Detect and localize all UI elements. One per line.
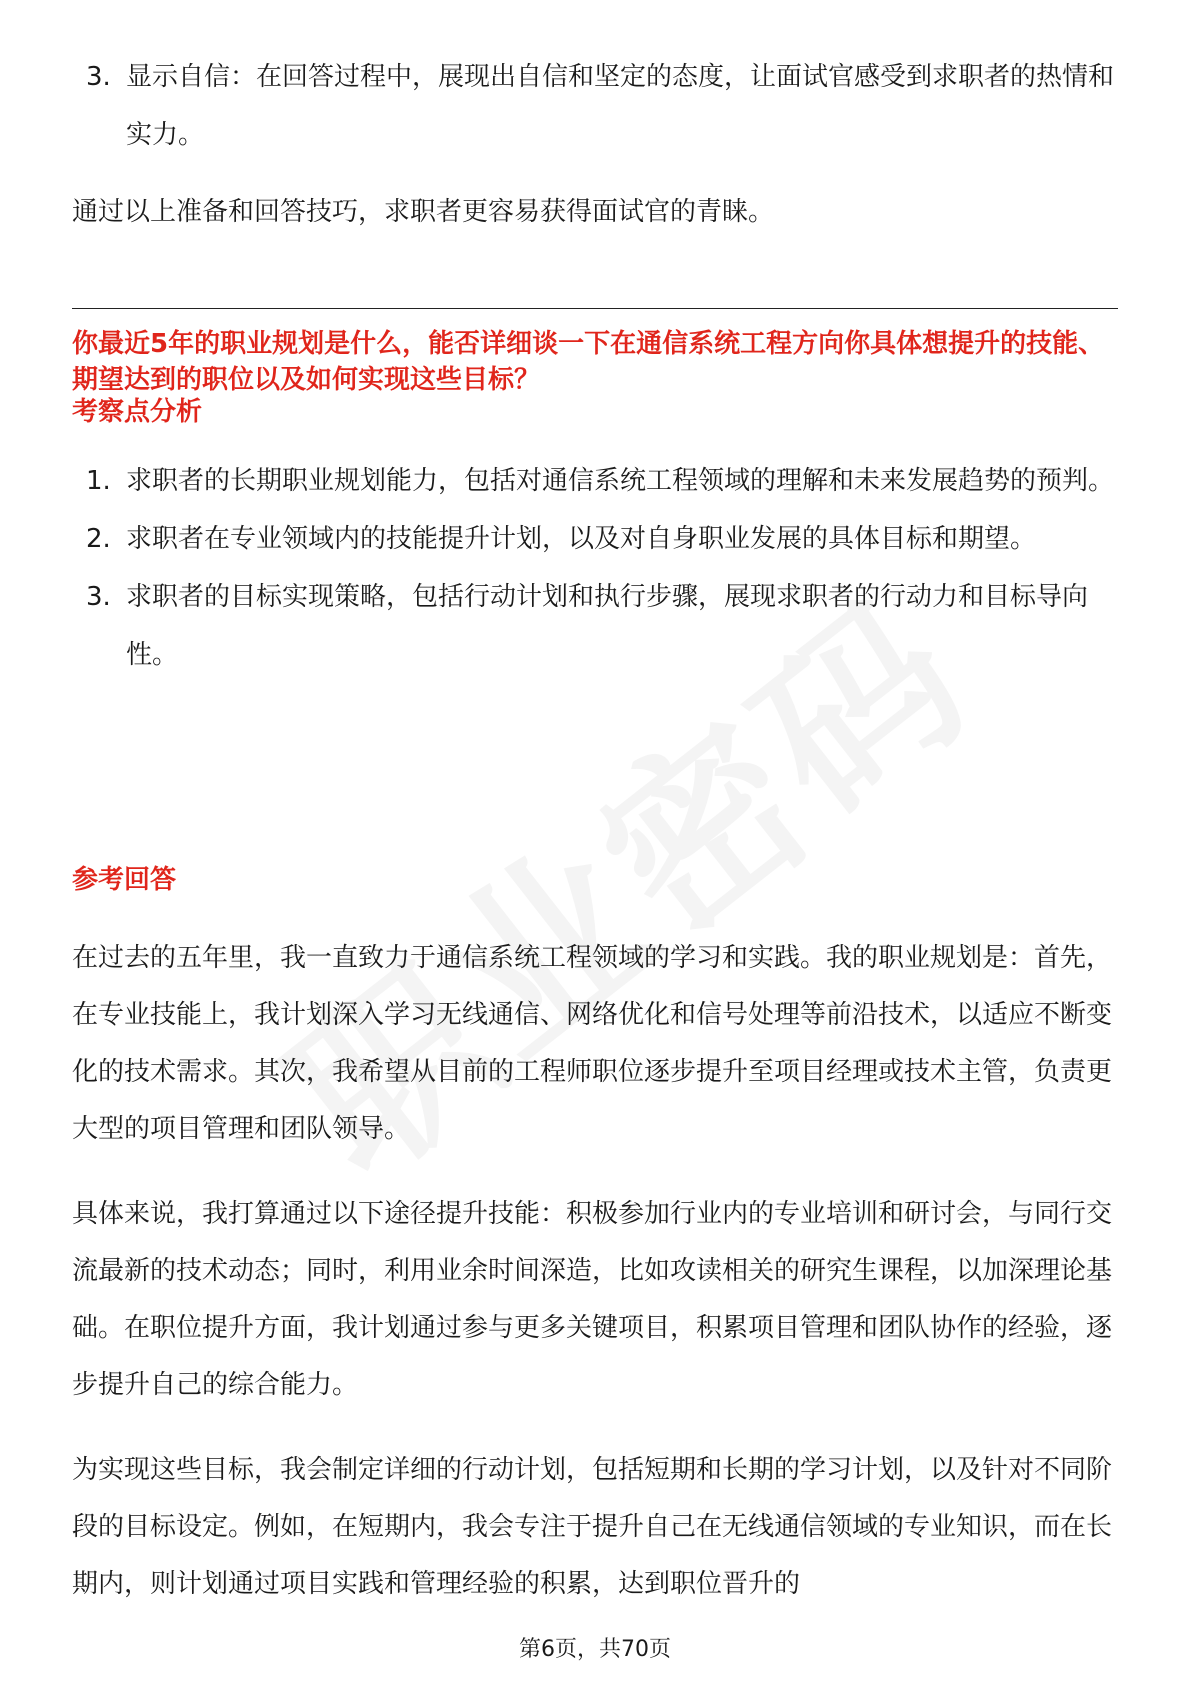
list-item-text: 显示自信：在回答过程中，展现出自信和坚定的态度，让面试官感受到求职者的热情和实力。 (126, 62, 1115, 150)
list-item-text: 求职者的目标实现策略，包括行动计划和执行步骤，展现求职者的行动力和目标导向性。 (126, 582, 1089, 670)
analysis-heading: 考察点分析 (72, 397, 203, 427)
list-item-text: 求职者在专业领域内的技能提升计划，以及对自身职业发展的具体目标和期望。 (126, 524, 1037, 554)
list-item-number: 3. (86, 62, 111, 92)
answer-heading: 参考回答 (72, 865, 177, 895)
answer-paragraph: 在过去的五年里，我一直致力于通信系统工程领域的学习和实践。我的职业规划是：首先，在专业技能上，我计划深入学习无线通信、网络优化和信号处理等前沿技术，以适应不断变化的技术需求。其次，我希望从目前的工程师职位逐步提升至项目经理或技术主管，负责更大型的项目管理和团队领导。 (72, 943, 1113, 1144)
list-item-number: 3. (86, 582, 111, 612)
list-item-text: 求职者的长期职业规划能力，包括对通信系统工程领域的理解和未来发展趋势的预判。 (126, 466, 1115, 496)
page-footer: 第6页，共70页 (519, 1637, 671, 1662)
answer-paragraph: 为实现这些目标，我会制定详细的行动计划，包括短期和长期的学习计划，以及针对不同阶段的目标设定。例如，在短期内，我会专注于提升自己在无线通信领域的专业知识，而在长期内，则计划通过项目实践和管理经验的积累，达到职位晋升的 (72, 1455, 1113, 1599)
list-item (0, 452, 1190, 510)
top-numbered-list (0, 48, 1190, 164)
list-item-number: 1. (86, 466, 111, 496)
summary-paragraph: 通过以上准备和回答技巧，求职者更容易获得面试官的青睐。 (72, 197, 775, 227)
analysis-list (0, 452, 1190, 684)
list-item-number: 2. (86, 524, 111, 554)
list-item (0, 568, 1190, 684)
section-divider (72, 308, 1118, 309)
answer-paragraph: 具体来说，我打算通过以下途径提升技能：积极参加行业内的专业培训和研讨会，与同行交流最新的技术动态；同时，利用业余时间深造，比如攻读相关的研究生课程，以加深理论基础。在职位提升方面，我计划通过参与更多关键项目，积累项目管理和团队协作的经验，逐步提升自己的综合能力。 (72, 1199, 1113, 1400)
interview-question: 你最近5年的职业规划是什么，能否详细谈一下在通信系统工程方向你具体想提升的技能、期望达到的职位以及如何实现这些目标？ (72, 329, 1105, 395)
list-item (0, 510, 1190, 568)
list-item (0, 48, 1190, 164)
